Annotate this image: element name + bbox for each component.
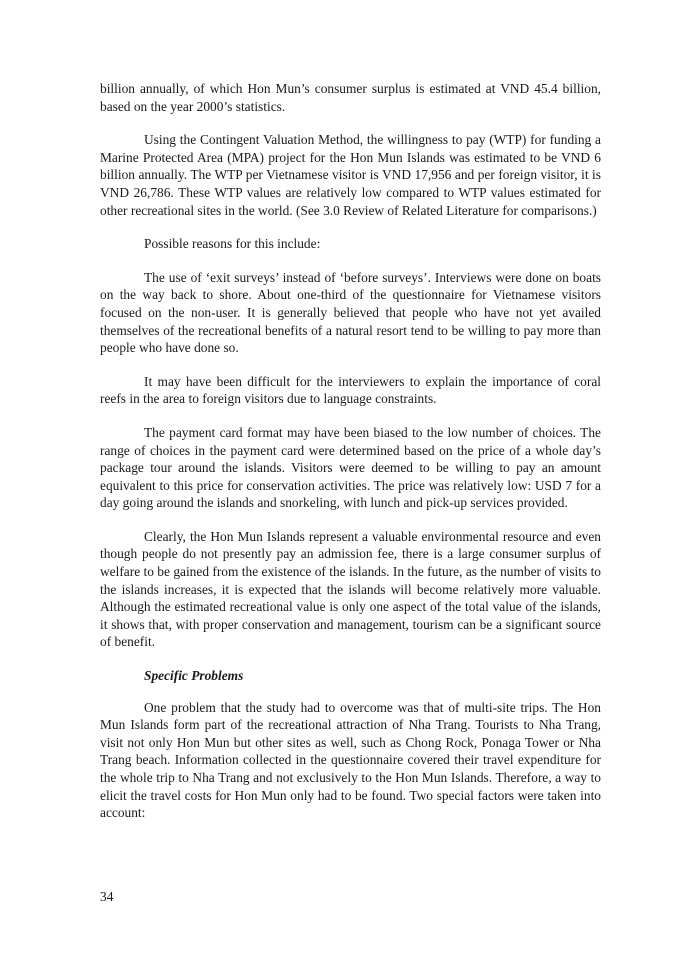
paragraph-multi-site-trips: One problem that the study had to overcome was that of multi-site trips. The Hon Mun Islands form part of the recreational attraction of Nha Trang. Tourists to Nha Trang, visit not only Hon Mun but other sites as well, such as Chong Rock, Ponaga Tower or Nha Trang beach. Information collected in the questionnaire covered their travel expenditure for the whole trip to Nha Trang and not exclusively to the Hon Mun Islands. Therefore, a way to elicit the travel costs for Hon Mun only had to be found. Two special factors were taken into account: <box>100 699 601 821</box>
paragraph-possible-reasons: Possible reasons for this include: <box>144 236 321 252</box>
paragraph-wtp-estimate: Using the Contingent Valuation Method, the willingness to pay (WTP) for funding a Marine Protected Area (MPA) project for the Hon Mun Islands was estimated to be VND 6 billion annually. The WTP per Vietnamese visitor is VND 17,956 and per foreign visitor, it is VND 26,786. These WTP values are relatively low compared to WTP values estimated for other recreational sites in the world. (See 3.0 Review of Related Literature for comparisons.) <box>100 132 601 218</box>
section-heading-specific-problems: Specific Problems <box>144 668 244 684</box>
page-body <box>100 80 601 838</box>
page-number: 34 <box>100 889 114 904</box>
paragraph-exit-surveys: The use of ‘exit surveys’ instead of ‘before surveys’. Interviews were done on boats on the way back to shore. About one-third of the questionnaire for Vietnamese visitors focused on the non-user. It is generally believed that people who have not yet availed themselves of the recreational benefits of a natural resort tend to be willing to pay more than people who have done so. <box>100 269 601 356</box>
paragraph-consumer-surplus: billion annually, of which Hon Mun’s consumer surplus is estimated at VND 45.4 billion, based on the year 2000’s statistics. <box>100 81 601 114</box>
paragraph-conclusion: Clearly, the Hon Mun Islands represent a valuable environmental resource and even though people do not presently pay an admission fee, there is a large consumer surplus of welfare to be gained from the existence of the islands. In the future, as the number of visits to the islands increases, it is expected that the islands will become relatively more valuable. Although the estimated recreational value is only one aspect of the total value of the islands, it shows that, with proper conservation and management, tourism can be a significant source of benefit. <box>100 528 601 650</box>
paragraph-language-constraints: It may have been difficult for the interviewers to explain the importance of coral reefs in the area to foreign visitors due to language constraints. <box>100 373 601 407</box>
paragraph-payment-card: The payment card format may have been biased to the low number of choices. The range of choices in the payment card were determined based on the price of a whole day’s package tour around the islands. Visitors were deemed to be willing to pay an amount equivalent to this price for conservation activities. The price was relatively low: USD 7 for a day going around the islands and snorkeling, with lunch and pick-up services provided. <box>100 424 601 511</box>
